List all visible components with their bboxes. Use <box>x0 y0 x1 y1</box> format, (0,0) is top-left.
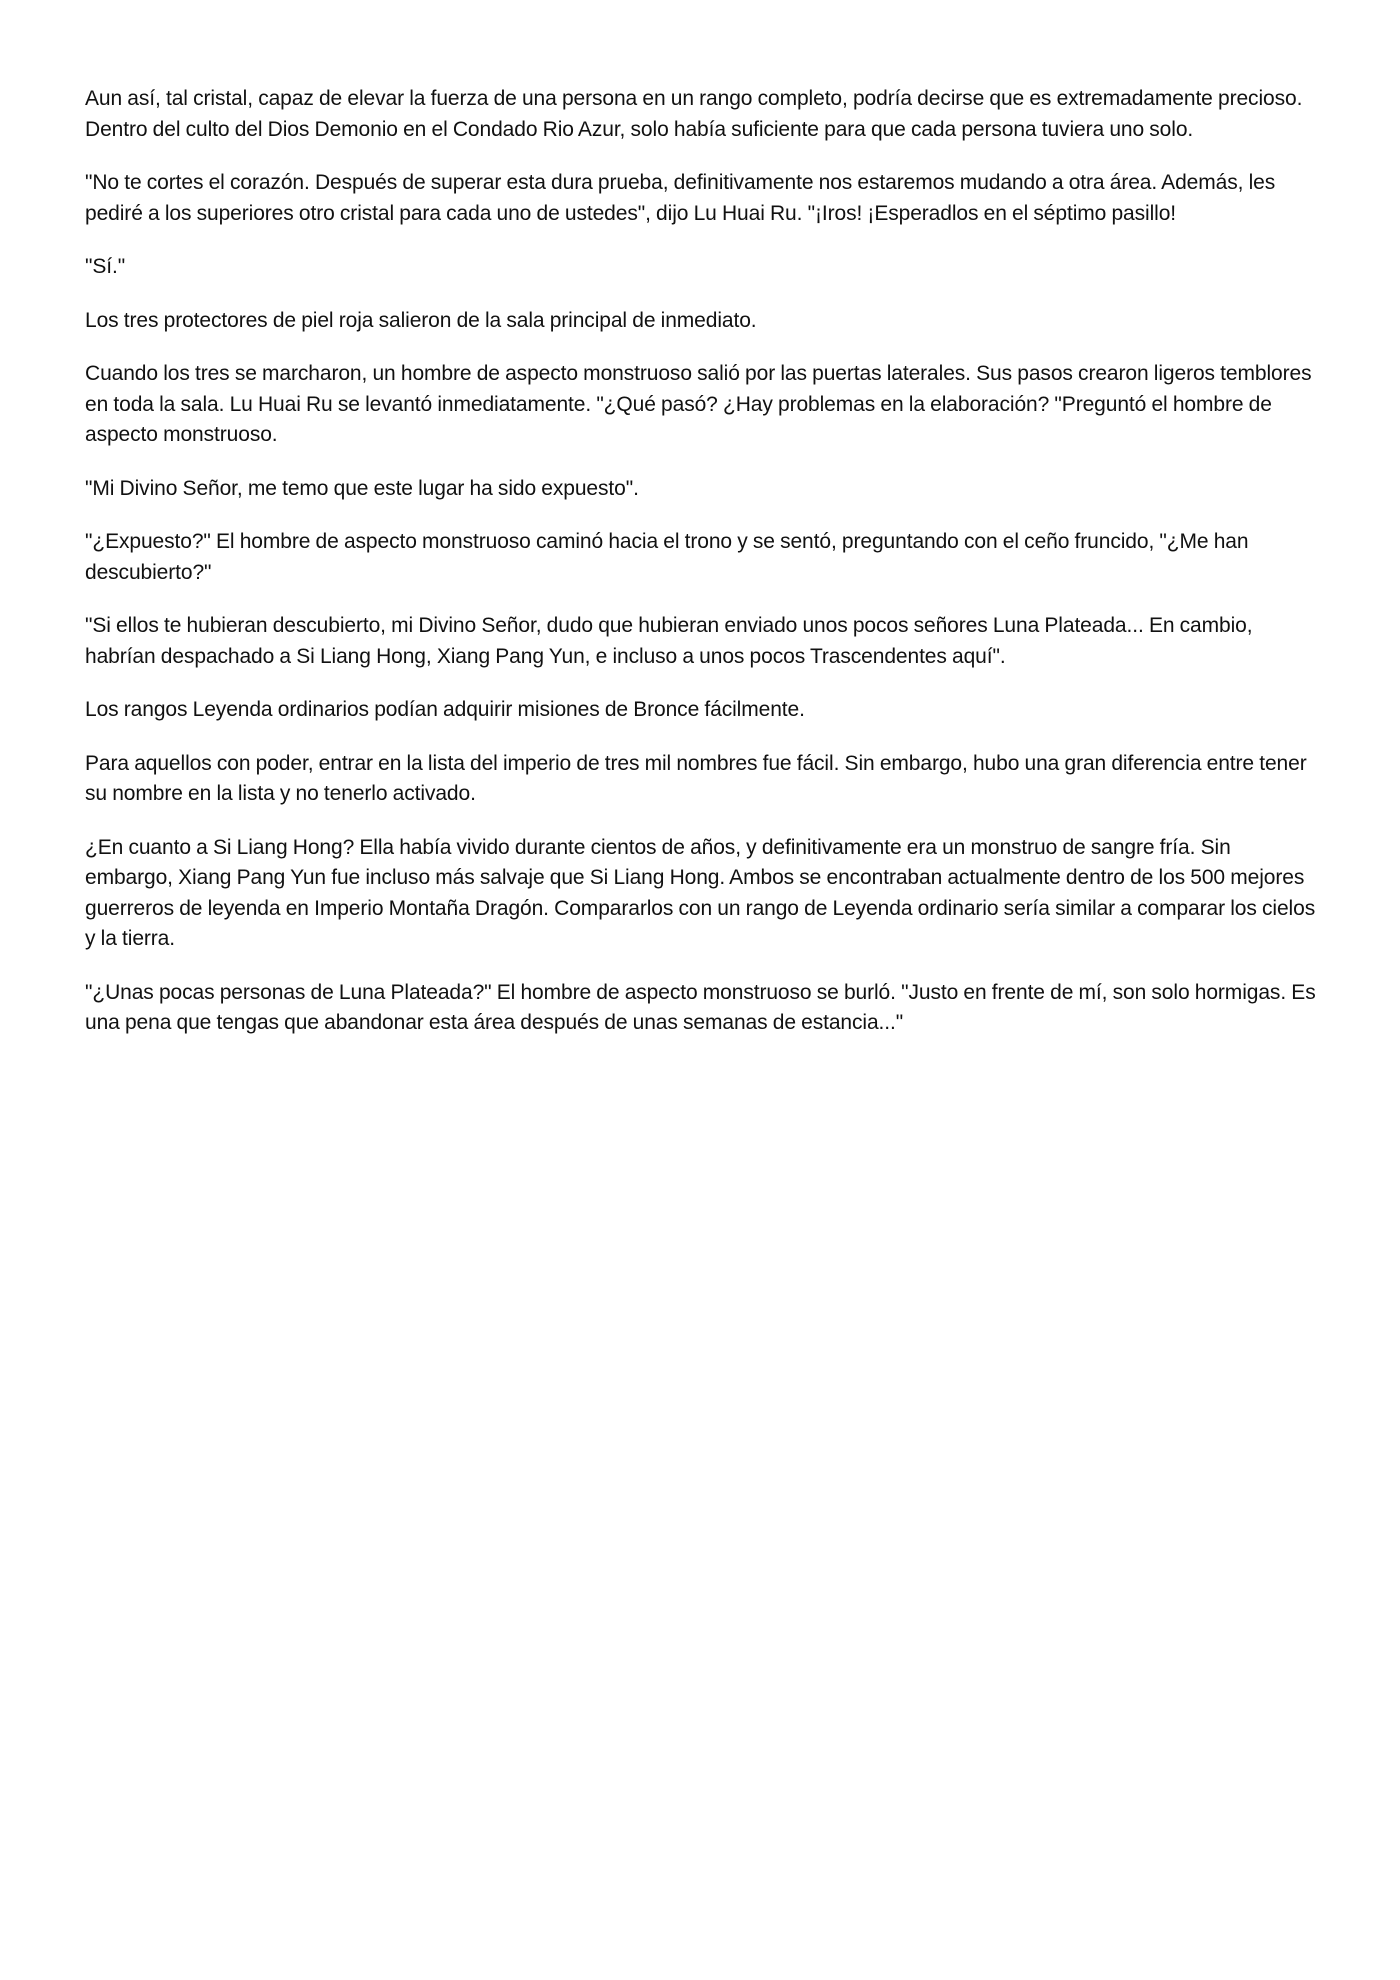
paragraph: Los rangos Leyenda ordinarios podían adquirir misiones de Bronce fácilmente. <box>85 698 805 721</box>
paragraph: Cuando los tres se marcharon, un hombre de aspecto monstruoso salió por las puertas laterales. Sus pasos crearon ligeros temblores en toda la sala. Lu Huai Ru se levantó inmediatamente. "¿Qué pasó? ¿Hay problemas en la elaboración? "Preguntó el hombre de aspecto monstruoso. <box>85 362 1312 446</box>
paragraph: "Mi Divino Señor, me temo que este lugar ha sido expuesto". <box>85 476 639 500</box>
paragraph: Aun así, tal cristal, capaz de elevar la fuerza de una persona en un rango completo, podría decirse que es extremadamente precioso. Dentro del culto del Dios Demonio en el Condado Rio Azur, solo había suficiente para que cada persona tuviera uno solo. <box>85 87 1303 141</box>
paragraph: "¿Expuesto?" El hombre de aspecto monstruoso caminó hacia el trono y se sentó, preguntando con el ceño fruncido, "¿Me han descubierto?" <box>85 530 1249 584</box>
paragraph: Para aquellos con poder, entrar en la lista del imperio de tres mil nombres fue fácil. Sin embargo, hubo una gran diferencia entre tener su nombre en la lista y no tenerlo activado. <box>85 751 1307 805</box>
paragraph: "Sí." <box>85 255 126 278</box>
paragraph: ¿En cuanto a Si Liang Hong? Ella había vivido durante cientos de años, y definitivamente era un monstruo de sangre fría. Sin embargo, Xiang Pang Yun fue incluso más salvaje que Si Liang Hong. Ambos se encontraban actualmente dentro de los 500 mejores guerreros de leyenda en Imperio Montaña Dragón. Compararlos con un rango de Leyenda ordinario sería similar a comparar los cielos y la tierra. <box>85 835 1316 950</box>
paragraph: "No te cortes el corazón. Después de superar esta dura prueba, definitivamente nos estaremos mudando a otra área. Además, les pediré a los superiores otro cristal para cada uno de ustedes", dijo Lu Huai Ru. "¡Iros! ¡Esperadlos en el séptimo pasillo! <box>85 171 1276 225</box>
paragraph: "¿Unas pocas personas de Luna Plateada?" El hombre de aspecto monstruoso se burló. "Justo en frente de mí, son solo hormigas. Es una pena que tengas que abandonar esta área después de unas semanas de estancia..." <box>85 980 1316 1034</box>
paragraph: Los tres protectores de piel roja salieron de la sala principal de inmediato. <box>85 308 757 332</box>
paragraph: "Si ellos te hubieran descubierto, mi Divino Señor, dudo que hubieran enviado unos pocos señores Luna Plateada... En cambio, habrían despachado a Si Liang Hong, Xiang Pang Yun, e incluso a unos pocos Trascendentes aquí". <box>85 614 1253 668</box>
